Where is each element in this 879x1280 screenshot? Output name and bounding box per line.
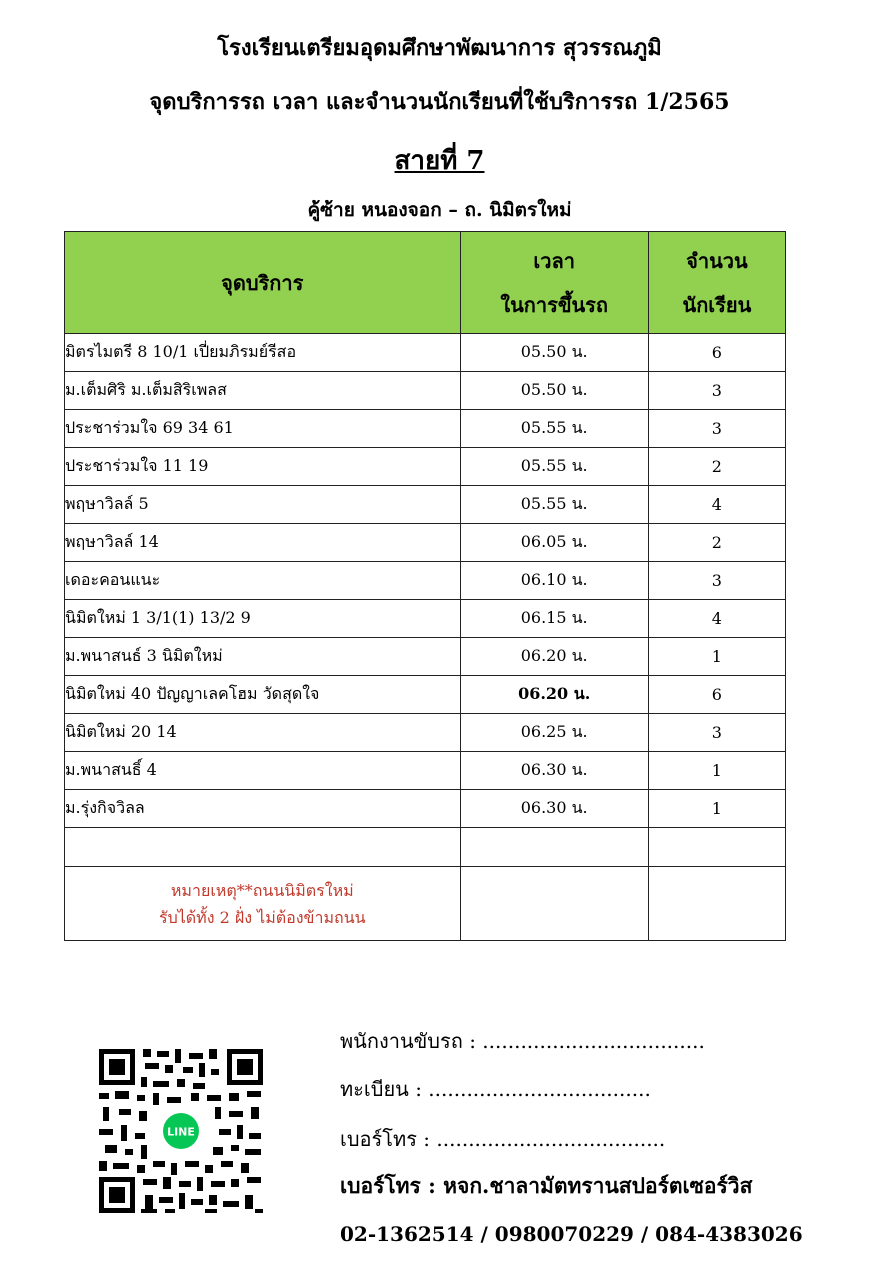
row-count: 3 — [648, 372, 785, 410]
school-title: โรงเรียนเตรียมอุดมศึกษาพัฒนาการ สุวรรณภูมิ — [217, 35, 662, 61]
row-count: 1 — [648, 752, 785, 790]
header-boarding-time — [460, 232, 648, 334]
note-row — [65, 867, 786, 941]
qr-finder-bottom-left — [99, 1177, 135, 1213]
row-time: 06.25 น. — [460, 714, 648, 752]
table-row — [65, 752, 786, 790]
row-count: 1 — [648, 790, 785, 828]
row-place: ประชาร่วมใจ 11 19 — [65, 448, 461, 486]
row-count: 3 — [648, 410, 785, 448]
table-row — [65, 448, 786, 486]
header-time-line1: เวลา — [533, 248, 575, 273]
empty-row — [65, 828, 786, 867]
row-time: 06.20 น. — [460, 676, 648, 714]
contact-numbers: 02-1362514 / 0980070229 / 084-4383026 — [340, 1222, 803, 1246]
row-count: 4 — [648, 486, 785, 524]
row-time: 05.50 น. — [460, 372, 648, 410]
table-row — [65, 334, 786, 372]
row-place: ม.พนาสนธิ์ 4 — [65, 752, 461, 790]
table-row — [65, 486, 786, 524]
row-time: 06.05 น. — [460, 524, 648, 562]
row-place: นิมิตใหม่ 20 14 — [65, 714, 461, 752]
qr-finder-top-left — [99, 1049, 135, 1085]
table-row — [65, 372, 786, 410]
row-time: 06.30 น. — [460, 790, 648, 828]
row-time: 06.10 น. — [460, 562, 648, 600]
empty-cell — [648, 828, 785, 867]
row-time: 06.20 น. — [460, 638, 648, 676]
route-path: คู้ซ้าย หนองจอก – ถ. นิมิตรใหม่ — [307, 199, 572, 221]
table-row — [65, 524, 786, 562]
table-header-row — [65, 232, 786, 334]
row-count: 2 — [648, 524, 785, 562]
table-row — [65, 714, 786, 752]
row-count: 6 — [648, 676, 785, 714]
row-time: 05.50 น. — [460, 334, 648, 372]
header-time-line2: ในการขึ้นรถ — [500, 292, 609, 317]
row-time: 06.15 น. — [460, 600, 648, 638]
row-count: 2 — [648, 448, 785, 486]
empty-cell — [648, 867, 785, 941]
schedule-subtitle: จุดบริการรถ เวลา และจำนวนนักเรียนที่ใช้บริการรถ 1/2565 — [149, 89, 730, 115]
row-count: 6 — [648, 334, 785, 372]
row-count: 3 — [648, 714, 785, 752]
line-qr-code — [95, 1045, 267, 1217]
table-row — [65, 790, 786, 828]
schedule-table — [64, 231, 786, 941]
header-service-point: จุดบริการ — [65, 232, 461, 334]
empty-cell — [460, 867, 648, 941]
plate-line: ทะเบียน : ................................... — [340, 1077, 651, 1101]
line-logo-text: LINE — [167, 1125, 195, 1139]
company-phone-line: เบอร์โทร : หจก.ชาลามัตทรานสปอร์ตเซอร์วิส — [340, 1173, 753, 1198]
line-logo-icon — [159, 1109, 203, 1153]
row-place: นิมิตใหม่ 1 3/1(1) 13/2 9 — [65, 600, 461, 638]
row-place: พฤษาวิลล์ 5 — [65, 486, 461, 524]
qr-finder-top-right — [227, 1049, 263, 1085]
row-place: ม.พนาสนธ์ 3 นิมิตใหม่ — [65, 638, 461, 676]
row-place: ม.รุ่งกิจวิลล — [65, 790, 461, 828]
header-count-line2: นักเรียน — [682, 292, 752, 317]
empty-cell — [65, 828, 461, 867]
driver-line: พนักงานขับรถ : ................................... — [340, 1029, 705, 1053]
row-place: เดอะคอนแนะ — [65, 562, 461, 600]
row-time: 05.55 น. — [460, 410, 648, 448]
row-count: 3 — [648, 562, 785, 600]
route-number: สายที่ 7 — [394, 146, 485, 176]
table-row — [65, 600, 786, 638]
row-place: นิมิตใหม่ 40 ปัญญาเลคโฮม วัดสุดใจ — [65, 676, 461, 714]
table-row — [65, 676, 786, 714]
table-row — [65, 410, 786, 448]
row-place: มิตรไมตรี 8 10/1 เปี่ยมภิรมย์รีสอ — [65, 334, 461, 372]
empty-cell — [460, 828, 648, 867]
phone-line: เบอร์โทร : .................................... — [340, 1127, 666, 1151]
row-place: ประชาร่วมใจ 69 34 61 — [65, 410, 461, 448]
note-cell — [65, 867, 461, 941]
row-place: พฤษาวิลล์ 14 — [65, 524, 461, 562]
note-line1: หมายเหตุ**ถนนนิมิตรใหม่ — [170, 880, 354, 900]
header-count-line1: จำนวน — [686, 248, 748, 273]
header-student-count — [648, 232, 785, 334]
row-time: 05.55 น. — [460, 486, 648, 524]
row-place: ม.เต็มศิริ ม.เต็มสิริเพลส — [65, 372, 461, 410]
row-count: 1 — [648, 638, 785, 676]
row-time: 06.30 น. — [460, 752, 648, 790]
note-line2: รับได้ทั้ง 2 ฝั่ง ไม่ต้องข้ามถนน — [158, 907, 366, 927]
row-time: 05.55 น. — [460, 448, 648, 486]
row-count: 4 — [648, 600, 785, 638]
table-row — [65, 638, 786, 676]
table-row — [65, 562, 786, 600]
